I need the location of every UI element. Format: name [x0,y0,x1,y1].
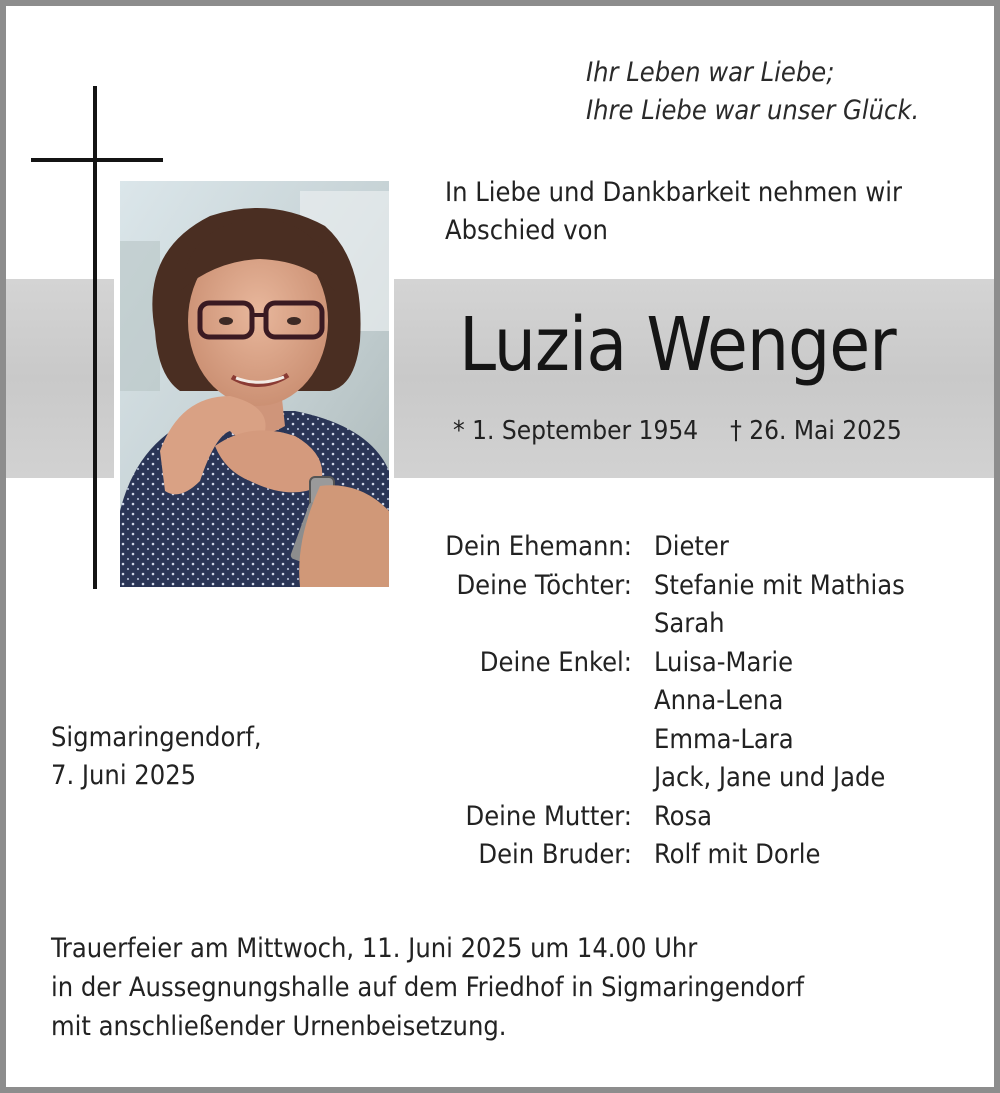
service-line-3: mit anschließender Urnenbeisetzung. [51,1011,507,1042]
family-row [400,528,905,567]
family-row [400,567,905,644]
deceased-name: Luzia Wenger [459,302,896,388]
place-and-date [51,719,262,795]
family-row [400,798,905,837]
family-member: Luisa-Marie [654,646,794,678]
relation-label: Dein Ehemann: [445,531,632,562]
service-line-1: Trauerfeier am Mittwoch, 11. Juni 2025 um 14.00 Uhr [51,933,698,964]
family-member: Rolf mit Dorle [654,839,821,870]
grey-band-left [6,279,114,478]
family-member: Jack, Jane und Jade [654,762,886,793]
funeral-service-info [51,929,804,1046]
birth-date: * 1. September 1954 [453,416,699,446]
family-member: Emma-Lara [654,723,794,755]
family-member: Stefanie mit Mathias [654,569,905,601]
family-member: Anna-Lena [654,685,784,716]
relation-label: Deine Enkel: [479,646,632,678]
service-line-2: in der Aussegnungshalle auf dem Friedhof in Sigmaringendorf [51,972,804,1003]
family-member: Sarah [654,608,725,639]
life-dates [453,413,902,449]
portrait-photo [120,181,389,587]
place: Sigmaringendorf, [51,722,262,753]
family-member: Rosa [654,800,713,832]
quote-line-1: Ihr Leben war Liebe; [586,57,835,88]
death-date: † 26. Mai 2025 [730,416,902,446]
cross-icon-horizontal [31,158,163,162]
farewell-intro [445,174,902,250]
relation-label: Deine Mutter: [465,800,632,832]
quote-line-2: Ihre Liebe war unser Glück. [586,95,920,126]
intro-line-2: Abschied von [445,215,608,246]
intro-line-1: In Liebe und Dankbarkeit nehmen wir [445,177,902,208]
relation-label: Deine Töchter: [456,569,632,601]
memorial-quote [586,54,919,130]
family-row [400,836,905,875]
family-list [400,528,905,875]
relation-label: Dein Bruder: [478,839,632,870]
notice-date: 7. Juni 2025 [51,760,197,791]
family-row [400,644,905,798]
family-member: Dieter [654,531,729,562]
